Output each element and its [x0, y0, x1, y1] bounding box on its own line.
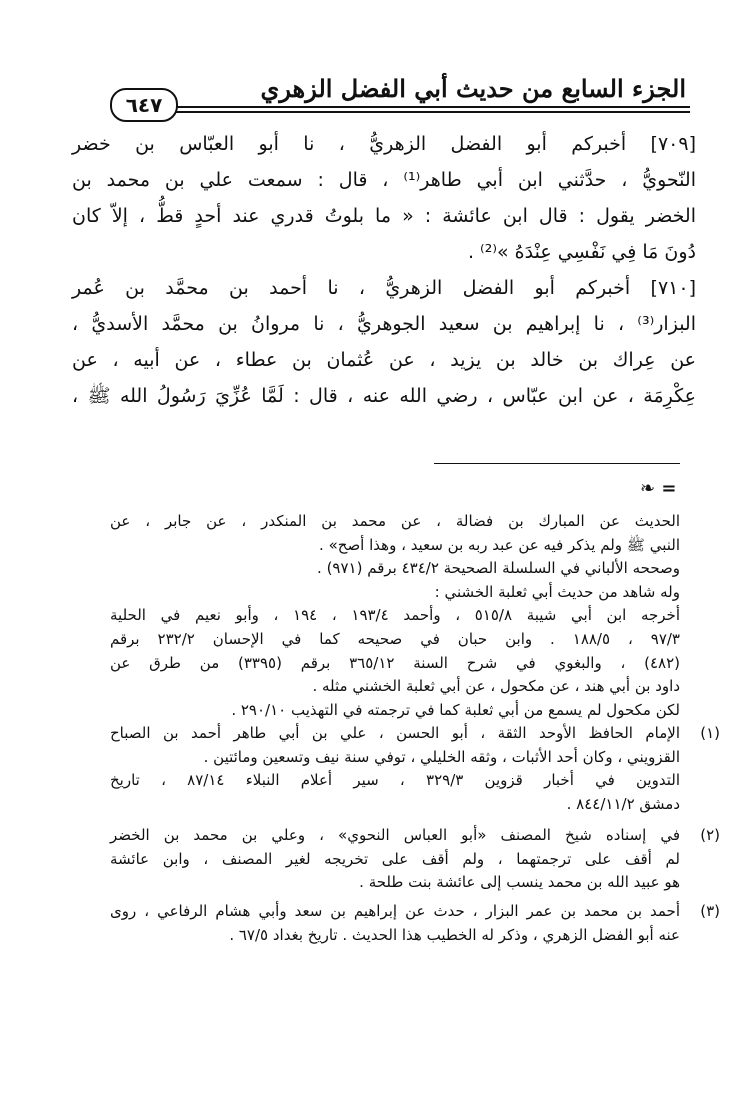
note-line: هو عبيد الله بن محمد ينسب إلى عائشة بنت طلحة .: [359, 873, 680, 892]
main-text: [72, 126, 696, 414]
header-rule: [160, 106, 690, 108]
note-line: لم أقف على ترجمتهما ، ولم أقف على تخريجه لغير المصنف ، وابن عائشة: [110, 849, 680, 868]
header-rule: [160, 111, 690, 113]
note-line: دمشق ٨٤٤/١١/٢ .: [566, 794, 680, 813]
page-header: [100, 72, 690, 122]
note-line: الحديث عن المبارك بن فضالة ، عن محمد بن المنكدر ، عن جابر ، عن: [110, 512, 680, 530]
note-line: الإمام الحافظ الأوحد الثقة ، أبو الحسن ، علي بن أبي طاهر أحمد بن الصباح: [110, 724, 680, 742]
note-line: القزويني ، وكان أحد الأثبات ، وثقه الخليلي ، توفي سنة نيف وتسعين ومائتين .: [203, 747, 680, 766]
text-line: عن عِراك بن خالد بن يزيد ، عن عُثمان بن عطاء ، عن أبيه ، عن: [72, 349, 696, 371]
note-line: النبي ﷺ ولم يذكر فيه عن عبد ربه بن سعيد ، وهذا أصح» .: [319, 535, 680, 554]
text-line: [٧١٠] أخبركم أبو الفضل الزهريُّ ، نا أحمد بن محمَّد بن عُمر: [72, 277, 696, 299]
text-line: [٧٠٩] أخبركم أبو الفضل الزهريُّ ، نا أبو العبّاس بن خضر: [72, 133, 696, 155]
note-line: لكن مكحول لم يسمع من أبي ثعلبة كما في ترجمته في التهذيب ٢٩٠/١٠ .: [231, 700, 680, 719]
note-line: (٤٨٢) ، والبغوي في شرح السنة ٣٦٥/١٢ برقم (٣٣٩٥) من طرق عن: [110, 653, 680, 672]
footnote-number: (١): [700, 724, 720, 742]
text-line: دُونَ مَا فِي نَفْسِي عِنْدَهُ »⁽²⁾ .: [467, 241, 696, 263]
footnote-continued: [110, 510, 680, 722]
hadith-709: [72, 126, 696, 270]
footnote-2: [110, 824, 720, 895]
text-line: الخضر يقول : قال ابن عائشة : « ما بلوتُ قدري عند أحدٍ قطُّ ، إلاّ كان: [72, 205, 696, 227]
note-line: وله شاهد من حديث أبي ثعلبة الخشني :: [434, 582, 680, 601]
footnote-separator: [434, 463, 680, 464]
text-line: النّحويُّ ، حدَّثني ابن أبي طاهر⁽¹⁾ ، قال : سمعت علي بن محمد بن: [72, 169, 696, 191]
footnote-number: (٣): [700, 902, 720, 920]
note-line: أحمد بن محمد بن عمر البزار ، حدث عن إبراهيم بن سعد وأبي هشام الرفاعي ، روى: [110, 902, 680, 920]
note-line: أخرجه ابن أبي شيبة ٥١٥/٨ ، وأحمد ١٩٣/٤ ، ١٩٤ ، وأبو نعيم في الحلية: [110, 606, 680, 625]
note-line: وصححه الألباني في السلسلة الصحيحة ٤٣٤/٢ برقم (٩٧١) .: [317, 559, 680, 578]
note-line: في إسناده شيخ المصنف «أبو العباس النحوي» ، وعلي بن محمد بن الخضر: [110, 826, 680, 844]
running-title: الجزء السابع من حديث أبي الفضل الزهري: [260, 74, 686, 103]
note-line: ٩٧/٣ ، ١٨٨/٥ . وابن حبان في صحيحه كما في الإحسان ٢٣٢/٢ برقم: [110, 629, 680, 648]
footnote-3: [110, 900, 720, 947]
footnote-1: [110, 722, 720, 816]
note-line: عنه أبو الفضل الزهري ، وذكر له الخطيب هذا الحديث . تاريخ بغداد ٦٧/٥ .: [229, 925, 680, 944]
text-line: عِكْرِمَة ، عن ابن عبّاس ، رضي الله عنه ، قال : لَمَّا عُزِّيَ رَسُولُ الله ﷺ ،: [72, 385, 696, 407]
note-line: داود بن أبي هند ، عن مكحول ، عن أبي ثعلبة الخشني مثله .: [312, 677, 680, 696]
footnote-number: (٢): [700, 826, 720, 844]
text-line: البزار⁽³⁾ ، نا إبراهيم بن سعيد الجوهريُّ ، نا مروانُ بن محمَّد الأسديُّ ،: [72, 313, 696, 335]
continuation-mark: = ❧: [640, 478, 677, 499]
page-number-badge: ٦٤٧: [110, 88, 178, 122]
note-line: التدوين في أخبار قزوين ٣٢٩/٣ ، سير أعلام النبلاء ٨٧/١٤ ، تاريخ: [110, 771, 680, 790]
hadith-710: [72, 270, 696, 414]
